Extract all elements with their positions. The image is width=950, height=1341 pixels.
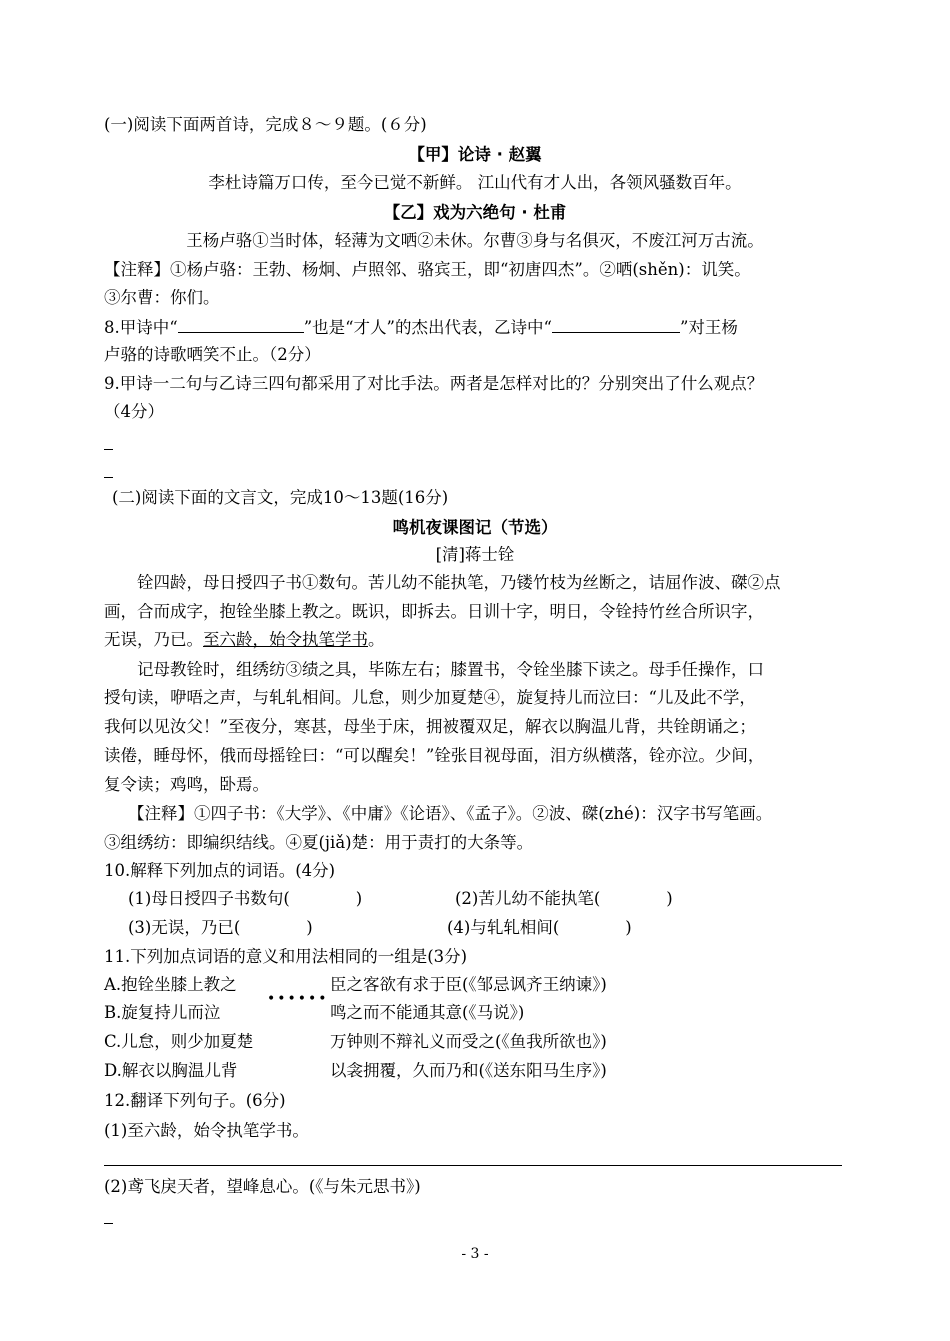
q12-sentence-1: (1)至六龄，始令执笔学书。 xyxy=(104,1121,309,1140)
q8-text-2: ”也是“才人”的杰出代表，乙诗中“ xyxy=(303,318,552,337)
q11-option-d-left[interactable]: D.解衣以胸温儿背 xyxy=(104,1061,238,1080)
question-8 xyxy=(104,316,738,339)
page-number: - 3 - xyxy=(461,1246,489,1262)
underlined-sentence: 至六龄，始令执笔学书 xyxy=(203,630,368,649)
q10-item-2[interactable]: (2)苦儿幼不能执笔( ) xyxy=(455,889,673,908)
text-notes-line1: 【注释】①四子书：《大学》、《中庸》《论语》、《孟子》。②波、磔(zhé)：汉字书写笔画。 xyxy=(128,804,773,823)
text-author: [清]蒋士铨 xyxy=(435,545,515,564)
q11-option-c-right: 万钟则不辩礼义而受之(《鱼我所欲也》) xyxy=(330,1032,607,1051)
poem-a-title: 【甲】论诗 · 赵翼 xyxy=(408,145,542,164)
q11-option-b-left[interactable]: B.旋复持儿而泣 xyxy=(104,1003,221,1022)
p2-line4: 读倦，睡母怀，俄而母摇铨曰：“可以醒矣！”铨张目视母面，泪方纵横落，铨亦泣。少间， xyxy=(104,746,765,765)
q8-text-1: 8.甲诗中“ xyxy=(104,318,178,337)
question-8-line2: 卢骆的诗歌哂笑不止。（2分） xyxy=(104,345,321,364)
poem-notes-line1: 【注释】①杨卢骆：王勃、杨炯、卢照邻、骆宾王，即“初唐四杰”。②哂(shěn)：讥笑。 xyxy=(104,260,751,279)
p2-line2: 授句读，咿唔之声，与轧轧相间。儿怠，则少加夏楚④，旋复持儿而泣曰：“儿及此不学， xyxy=(104,688,756,707)
q8-answer-blank-1[interactable] xyxy=(178,316,304,333)
q10-item-3[interactable]: (3)无误，乃已( ) xyxy=(128,918,313,937)
answer-line-q9-b[interactable] xyxy=(104,477,113,478)
q11-option-c-left[interactable]: C.儿怠，则少加夏楚 xyxy=(104,1032,254,1051)
answer-line-q12-1[interactable] xyxy=(104,1165,842,1166)
q10-item-4[interactable]: (4)与轧轧相间( ) xyxy=(447,918,632,937)
q11-option-a-right: 臣之客欲有求于臣(《邹忌讽齐王纳谏》) xyxy=(330,975,607,994)
question-9-line2: （4分） xyxy=(104,402,164,421)
question-10-heading: 10.解释下列加点的词语。(4分) xyxy=(104,861,336,880)
emphasis-dots: •••••• xyxy=(267,991,329,1007)
poem-a-text: 李杜诗篇万口传，至今已觉不新鲜。 江山代有才人出，各领风骚数百年。 xyxy=(208,173,742,192)
section2-heading: (二)阅读下面的文言文，完成10～13题(16分) xyxy=(112,488,449,507)
p1-line2: 画，合而成字，抱铨坐膝上教之。既识，即拆去。日训十字，明日，令铨持竹丝合所识字， xyxy=(104,602,764,621)
text-notes-line2: ③组绣纺：即编织结线。④夏(jiǎ)楚：用于责打的大条等。 xyxy=(104,833,534,852)
p1-line3-end: 。 xyxy=(368,630,385,649)
p1-line1: 铨四龄，母日授四子书①数句。苦儿幼不能执笔，乃镂竹枝为丝断之，诘屈作波、磔②点 xyxy=(137,573,781,592)
q8-answer-blank-2[interactable] xyxy=(552,316,680,333)
poem-b-text: 王杨卢骆①当时体，轻薄为文哂②未休。尔曹③身与名俱灭，不废江河万古流。 xyxy=(186,231,764,250)
q8-text-3: ”对王杨 xyxy=(679,318,738,337)
answer-line-q12-2[interactable] xyxy=(104,1223,113,1224)
q12-sentence-2: (2)鸢飞戾天者，望峰息心。(《与朱元思书》) xyxy=(104,1177,421,1196)
question-12-heading: 12.翻译下列句子。(6分) xyxy=(104,1091,286,1110)
p2-line1: 记母教铨时，组绣纺③绩之具，毕陈左右；膝置书，令铨坐膝下读之。母手任操作，口 xyxy=(137,660,764,679)
question-11-heading: 11.下列加点词语的意义和用法相同的一组是(3分) xyxy=(104,947,468,966)
question-9-line1: 9.甲诗一二句与乙诗三四句都采用了对比手法。两者是怎样对比的？分别突出了什么观点？ xyxy=(104,374,764,393)
q11-option-d-right: 以衾拥覆，久而乃和(《送东阳马生序》) xyxy=(330,1061,607,1080)
q11-option-b-right: 鸣之而不能通其意(《马说》) xyxy=(330,1003,525,1022)
text-title: 鸣机夜课图记（节选） xyxy=(392,518,558,537)
p1-line3 xyxy=(104,629,385,651)
p1-line3-plain: 无误，乃已。 xyxy=(104,630,203,649)
answer-line-q9-a[interactable] xyxy=(104,449,113,450)
p2-line3: 我何以见汝父！”至夜分，寒甚，母坐于床，拥被覆双足，解衣以胸温儿背，共铨朗诵之； xyxy=(104,717,756,736)
section1-heading: (一)阅读下面两首诗，完成８～９题。(６分) xyxy=(104,115,427,134)
q10-item-1[interactable]: (1)母日授四子书数句( ) xyxy=(128,889,363,908)
q11-option-a-left[interactable]: A.抱铨坐膝上教之 xyxy=(104,975,237,994)
poem-notes-line2: ③尔曹：你们。 xyxy=(104,288,220,307)
p2-line5: 复令读；鸡鸣，卧焉。 xyxy=(104,775,269,794)
poem-b-title: 【乙】戏为六绝句 · 杜甫 xyxy=(383,203,567,222)
